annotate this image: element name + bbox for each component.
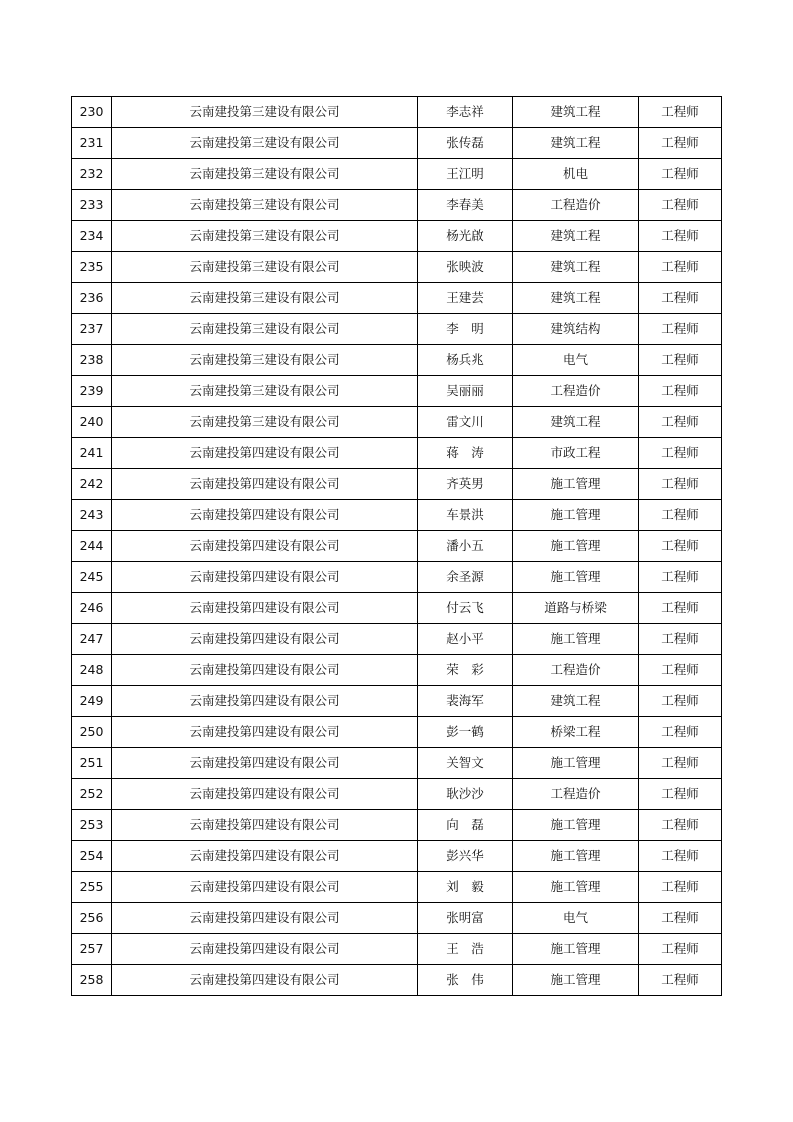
- person-name-cell: 齐英男: [418, 469, 513, 500]
- row-number-cell: 236: [72, 283, 112, 314]
- company-cell: 云南建投第四建设有限公司: [112, 686, 418, 717]
- company-cell: 云南建投第四建设有限公司: [112, 562, 418, 593]
- title-cell: 工程师: [639, 531, 722, 562]
- company-cell: 云南建投第三建设有限公司: [112, 376, 418, 407]
- title-cell: 工程师: [639, 159, 722, 190]
- company-cell: 云南建投第三建设有限公司: [112, 407, 418, 438]
- title-cell: 工程师: [639, 717, 722, 748]
- title-cell: 工程师: [639, 872, 722, 903]
- row-number-cell: 247: [72, 624, 112, 655]
- specialty-cell: 建筑工程: [513, 97, 639, 128]
- table-row: [72, 965, 722, 996]
- row-number-cell: 250: [72, 717, 112, 748]
- table-row: [72, 717, 722, 748]
- person-name-cell: 向 磊: [418, 810, 513, 841]
- company-cell: 云南建投第三建设有限公司: [112, 221, 418, 252]
- row-number-cell: 231: [72, 128, 112, 159]
- person-name-cell: 蒋 涛: [418, 438, 513, 469]
- row-number-cell: 230: [72, 97, 112, 128]
- specialty-cell: 建筑工程: [513, 407, 639, 438]
- specialty-cell: 电气: [513, 345, 639, 376]
- title-cell: 工程师: [639, 965, 722, 996]
- specialty-cell: 工程造价: [513, 655, 639, 686]
- person-name-cell: 李春美: [418, 190, 513, 221]
- table-row: [72, 810, 722, 841]
- row-number-cell: 254: [72, 841, 112, 872]
- title-cell: 工程师: [639, 903, 722, 934]
- title-cell: 工程师: [639, 221, 722, 252]
- table-row: [72, 593, 722, 624]
- person-name-cell: 王 浩: [418, 934, 513, 965]
- person-name-cell: 耿沙沙: [418, 779, 513, 810]
- company-cell: 云南建投第三建设有限公司: [112, 314, 418, 345]
- specialty-cell: 建筑工程: [513, 128, 639, 159]
- company-cell: 云南建投第三建设有限公司: [112, 190, 418, 221]
- specialty-cell: 道路与桥梁: [513, 593, 639, 624]
- company-cell: 云南建投第三建设有限公司: [112, 345, 418, 376]
- table-row: [72, 500, 722, 531]
- title-cell: 工程师: [639, 593, 722, 624]
- row-number-cell: 245: [72, 562, 112, 593]
- table-row: [72, 748, 722, 779]
- table-row: [72, 128, 722, 159]
- title-cell: 工程师: [639, 469, 722, 500]
- specialty-cell: 建筑工程: [513, 221, 639, 252]
- specialty-cell: 施工管理: [513, 469, 639, 500]
- table-row: [72, 655, 722, 686]
- specialty-cell: 施工管理: [513, 531, 639, 562]
- specialty-cell: 施工管理: [513, 748, 639, 779]
- person-name-cell: 吴丽丽: [418, 376, 513, 407]
- person-name-cell: 王江明: [418, 159, 513, 190]
- specialty-cell: 机电: [513, 159, 639, 190]
- table-row: [72, 345, 722, 376]
- company-cell: 云南建投第四建设有限公司: [112, 934, 418, 965]
- row-number-cell: 240: [72, 407, 112, 438]
- title-cell: 工程师: [639, 438, 722, 469]
- person-name-cell: 杨兵兆: [418, 345, 513, 376]
- specialty-cell: 市政工程: [513, 438, 639, 469]
- specialty-cell: 施工管理: [513, 810, 639, 841]
- row-number-cell: 252: [72, 779, 112, 810]
- row-number-cell: 246: [72, 593, 112, 624]
- table-row: [72, 438, 722, 469]
- person-name-cell: 余圣源: [418, 562, 513, 593]
- table-row: [72, 903, 722, 934]
- person-name-cell: 赵小平: [418, 624, 513, 655]
- table-row: [72, 562, 722, 593]
- company-cell: 云南建投第三建设有限公司: [112, 252, 418, 283]
- person-name-cell: 张映波: [418, 252, 513, 283]
- title-cell: 工程师: [639, 779, 722, 810]
- person-name-cell: 杨光啟: [418, 221, 513, 252]
- company-cell: 云南建投第四建设有限公司: [112, 500, 418, 531]
- row-number-cell: 253: [72, 810, 112, 841]
- table-row: [72, 841, 722, 872]
- table-row: [72, 376, 722, 407]
- table-row: [72, 252, 722, 283]
- person-name-cell: 荣 彩: [418, 655, 513, 686]
- row-number-cell: 256: [72, 903, 112, 934]
- table-row: [72, 190, 722, 221]
- company-cell: 云南建投第四建设有限公司: [112, 965, 418, 996]
- row-number-cell: 241: [72, 438, 112, 469]
- person-name-cell: 刘 毅: [418, 872, 513, 903]
- specialty-cell: 施工管理: [513, 624, 639, 655]
- title-cell: 工程师: [639, 562, 722, 593]
- row-number-cell: 239: [72, 376, 112, 407]
- company-cell: 云南建投第四建设有限公司: [112, 593, 418, 624]
- table-row: [72, 97, 722, 128]
- row-number-cell: 249: [72, 686, 112, 717]
- company-cell: 云南建投第四建设有限公司: [112, 531, 418, 562]
- specialty-cell: 桥梁工程: [513, 717, 639, 748]
- table-row: [72, 314, 722, 345]
- specialty-cell: 工程造价: [513, 190, 639, 221]
- company-cell: 云南建投第三建设有限公司: [112, 97, 418, 128]
- company-cell: 云南建投第四建设有限公司: [112, 748, 418, 779]
- person-name-cell: 王建芸: [418, 283, 513, 314]
- row-number-cell: 237: [72, 314, 112, 345]
- table-row: [72, 469, 722, 500]
- specialty-cell: 施工管理: [513, 965, 639, 996]
- table-row: [72, 872, 722, 903]
- row-number-cell: 255: [72, 872, 112, 903]
- table-row: [72, 283, 722, 314]
- company-cell: 云南建投第三建设有限公司: [112, 159, 418, 190]
- person-name-cell: 雷文川: [418, 407, 513, 438]
- company-cell: 云南建投第四建设有限公司: [112, 624, 418, 655]
- title-cell: 工程师: [639, 624, 722, 655]
- row-number-cell: 251: [72, 748, 112, 779]
- specialty-cell: 建筑工程: [513, 283, 639, 314]
- person-name-cell: 付云飞: [418, 593, 513, 624]
- row-number-cell: 234: [72, 221, 112, 252]
- person-name-cell: 潘小五: [418, 531, 513, 562]
- specialty-cell: 施工管理: [513, 500, 639, 531]
- specialty-cell: 电气: [513, 903, 639, 934]
- title-cell: 工程师: [639, 934, 722, 965]
- table-row: [72, 221, 722, 252]
- specialty-cell: 施工管理: [513, 872, 639, 903]
- table-row: [72, 779, 722, 810]
- row-number-cell: 238: [72, 345, 112, 376]
- table-row: [72, 686, 722, 717]
- specialty-cell: 建筑工程: [513, 252, 639, 283]
- person-name-cell: 李志祥: [418, 97, 513, 128]
- person-name-cell: 彭兴华: [418, 841, 513, 872]
- roster-table: [71, 96, 722, 996]
- title-cell: 工程师: [639, 810, 722, 841]
- row-number-cell: 235: [72, 252, 112, 283]
- title-cell: 工程师: [639, 655, 722, 686]
- company-cell: 云南建投第四建设有限公司: [112, 717, 418, 748]
- row-number-cell: 242: [72, 469, 112, 500]
- person-name-cell: 车景洪: [418, 500, 513, 531]
- person-name-cell: 张传磊: [418, 128, 513, 159]
- table-row: [72, 624, 722, 655]
- title-cell: 工程师: [639, 128, 722, 159]
- table-row: [72, 531, 722, 562]
- row-number-cell: 233: [72, 190, 112, 221]
- person-name-cell: 张明富: [418, 903, 513, 934]
- roster-table-body: [72, 97, 722, 996]
- company-cell: 云南建投第三建设有限公司: [112, 283, 418, 314]
- row-number-cell: 258: [72, 965, 112, 996]
- title-cell: 工程师: [639, 314, 722, 345]
- title-cell: 工程师: [639, 376, 722, 407]
- row-number-cell: 248: [72, 655, 112, 686]
- title-cell: 工程师: [639, 841, 722, 872]
- company-cell: 云南建投第四建设有限公司: [112, 438, 418, 469]
- person-name-cell: 关智文: [418, 748, 513, 779]
- row-number-cell: 243: [72, 500, 112, 531]
- company-cell: 云南建投第四建设有限公司: [112, 903, 418, 934]
- row-number-cell: 232: [72, 159, 112, 190]
- specialty-cell: 施工管理: [513, 841, 639, 872]
- title-cell: 工程师: [639, 500, 722, 531]
- title-cell: 工程师: [639, 748, 722, 779]
- table-row: [72, 159, 722, 190]
- title-cell: 工程师: [639, 407, 722, 438]
- company-cell: 云南建投第四建设有限公司: [112, 810, 418, 841]
- title-cell: 工程师: [639, 252, 722, 283]
- title-cell: 工程师: [639, 686, 722, 717]
- title-cell: 工程师: [639, 283, 722, 314]
- person-name-cell: 彭一鹤: [418, 717, 513, 748]
- company-cell: 云南建投第四建设有限公司: [112, 469, 418, 500]
- table-row: [72, 934, 722, 965]
- specialty-cell: 工程造价: [513, 779, 639, 810]
- person-name-cell: 裴海军: [418, 686, 513, 717]
- title-cell: 工程师: [639, 97, 722, 128]
- company-cell: 云南建投第四建设有限公司: [112, 841, 418, 872]
- title-cell: 工程师: [639, 345, 722, 376]
- title-cell: 工程师: [639, 190, 722, 221]
- specialty-cell: 工程造价: [513, 376, 639, 407]
- company-cell: 云南建投第四建设有限公司: [112, 655, 418, 686]
- specialty-cell: 施工管理: [513, 934, 639, 965]
- company-cell: 云南建投第四建设有限公司: [112, 779, 418, 810]
- row-number-cell: 257: [72, 934, 112, 965]
- company-cell: 云南建投第三建设有限公司: [112, 128, 418, 159]
- row-number-cell: 244: [72, 531, 112, 562]
- specialty-cell: 建筑结构: [513, 314, 639, 345]
- person-name-cell: 李 明: [418, 314, 513, 345]
- specialty-cell: 施工管理: [513, 562, 639, 593]
- specialty-cell: 建筑工程: [513, 686, 639, 717]
- table-row: [72, 407, 722, 438]
- company-cell: 云南建投第四建设有限公司: [112, 872, 418, 903]
- person-name-cell: 张 伟: [418, 965, 513, 996]
